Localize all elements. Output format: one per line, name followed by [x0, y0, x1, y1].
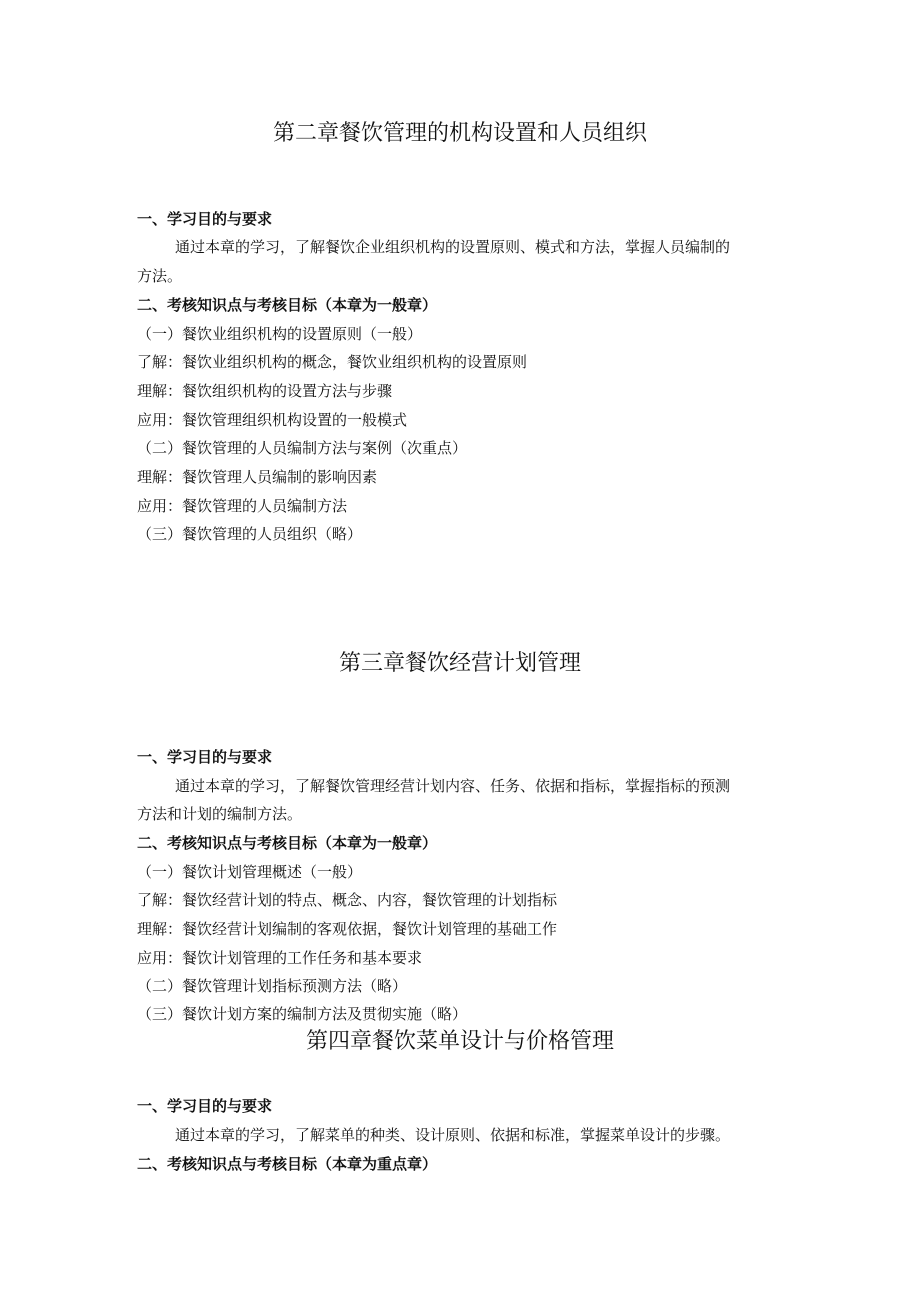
chapter-2-item-8: （三）餐饮管理的人员组织（略） — [137, 525, 363, 543]
chapter-2-title: 第二章餐饮管理的机构设置和人员组织 — [272, 121, 647, 146]
chapter-3-paragraph-line-1: 通过本章的学习，了解餐饮管理经营计划内容、任务、依据和指标，掌握指标的预测 — [175, 777, 731, 795]
chapter-3-item-3: 理解：餐饮经营计划编制的客观依据，餐饮计划管理的基础工作 — [137, 920, 558, 938]
chapter-2-item-2: 了解：餐饮业组织机构的概念，餐饮业组织机构的设置原则 — [137, 353, 528, 371]
chapter-2-paragraph-line-2: 方法。 — [137, 267, 183, 285]
chapter-3-item-2: 了解：餐饮经营计划的特点、概念、内容，餐饮管理的计划指标 — [137, 891, 558, 909]
chapter-2-paragraph-line-1: 通过本章的学习，了解餐饮企业组织机构的设置原则、模式和方法，掌握人员编制的 — [175, 238, 731, 256]
chapter-3-item-6: （三）餐饮计划方案的编制方法及贯彻实施（略） — [137, 1005, 468, 1023]
chapter-4-title: 第四章餐饮菜单设计与价格管理 — [305, 1029, 614, 1054]
chapter-2-item-4: 应用：餐饮管理组织机构设置的一般模式 — [137, 411, 408, 429]
chapter-4-paragraph-line-1: 通过本章的学习，了解菜单的种类、设计原则、依据和标准，掌握菜单设计的步骤。 — [175, 1126, 731, 1144]
chapter-3-item-5: （二）餐饮管理计划指标预测方法（略） — [137, 977, 408, 995]
chapter-3-item-1: （一）餐饮计划管理概述（一般） — [137, 863, 363, 881]
chapter-3-item-4: 应用：餐饮计划管理的工作任务和基本要求 — [137, 949, 423, 967]
chapter-2-item-3: 理解：餐饮组织机构的设置方法与步骤 — [137, 382, 393, 400]
chapter-4-section-1-heading: 一、学习目的与要求 — [137, 1097, 273, 1115]
chapter-3-paragraph-line-2: 方法和计划的编制方法。 — [137, 805, 303, 823]
chapter-2-item-7: 应用：餐饮管理的人员编制方法 — [137, 497, 348, 515]
chapter-3-section-1-heading: 一、学习目的与要求 — [137, 748, 273, 766]
chapter-4-section-2-heading: 二、考核知识点与考核目标（本章为重点章） — [137, 1155, 438, 1173]
chapter-3-title: 第三章餐饮经营计划管理 — [338, 651, 581, 676]
chapter-3-section-2-heading: 二、考核知识点与考核目标（本章为一般章） — [137, 834, 438, 852]
chapter-2-section-1-heading: 一、学习目的与要求 — [137, 210, 273, 228]
chapter-2-section-2-heading: 二、考核知识点与考核目标（本章为一般章） — [137, 296, 438, 314]
chapter-2-item-1: （一）餐饮业组织机构的设置原则（一般） — [137, 325, 423, 343]
chapter-2-item-5: （二）餐饮管理的人员编制方法与案例（次重点） — [137, 439, 468, 457]
chapter-2-item-6: 理解：餐饮管理人员编制的影响因素 — [137, 468, 378, 486]
